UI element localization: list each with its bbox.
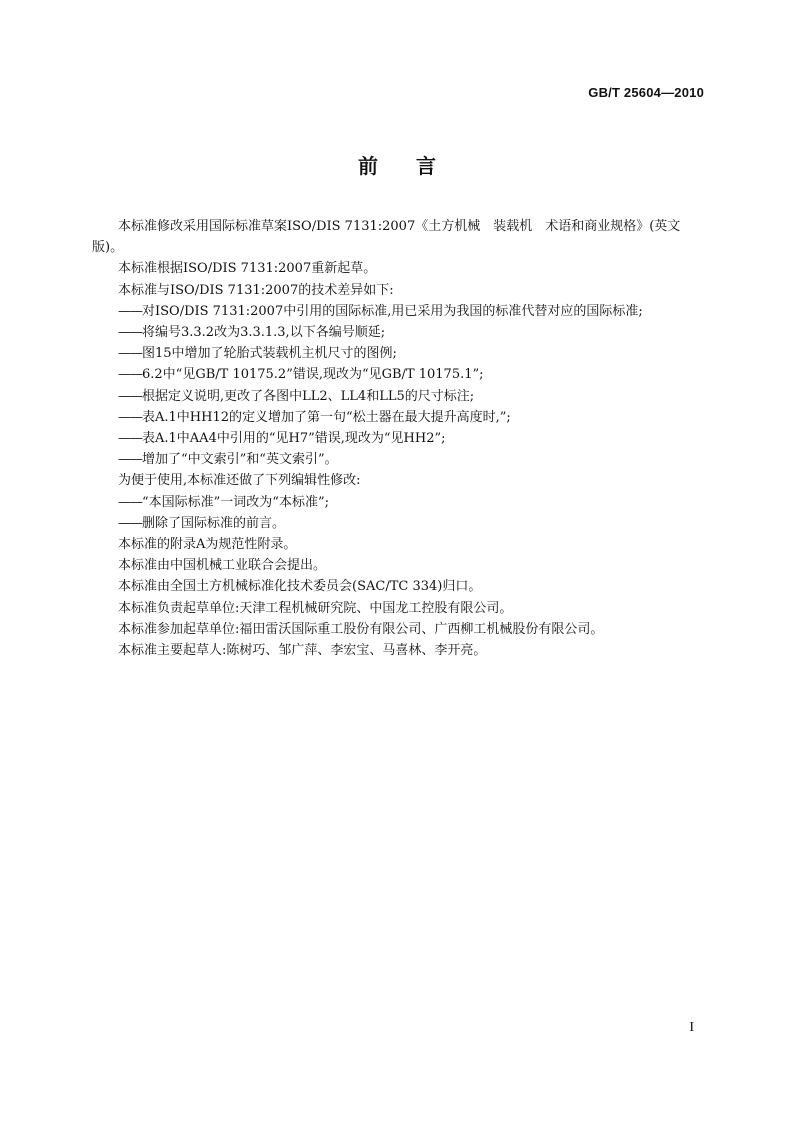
list-item bbox=[92, 386, 708, 407]
page-title: 前言 bbox=[358, 154, 474, 178]
list-item-text: 6.2中“见GB/T 10175.2”错误,现改为“见GB/T 10175.1”; bbox=[142, 367, 484, 383]
paragraph-centralized-by: 本标准由全国土方机械标准化技术委员会(SAC/TC 334)归口。 bbox=[118, 579, 482, 595]
list-item bbox=[92, 428, 708, 449]
foreword-body bbox=[92, 216, 708, 661]
list-item-text: 表A.1中HH12的定义增加了第一句“松土器在最大提升高度时,”; bbox=[142, 409, 511, 425]
paragraph-technical-differences: 本标准与ISO/DIS 7131:2007的技术差异如下: bbox=[118, 282, 394, 298]
list-item bbox=[92, 513, 708, 534]
list-item-text: 将编号3.3.2改为3.3.1.3,以下各编号顺延; bbox=[142, 325, 386, 341]
standard-number: GB/T 25604—2010 bbox=[588, 85, 704, 100]
paragraph-redrafted: 本标准根据ISO/DIS 7131:2007重新起草。 bbox=[118, 261, 377, 277]
list-item bbox=[92, 407, 708, 428]
list-item-text: 增加了“中文索引”和“英文索引”。 bbox=[142, 452, 338, 468]
list-item-text: 对ISO/DIS 7131:2007中引用的国际标准,用已采用为我国的标准代替对应的国际标准; bbox=[142, 303, 643, 319]
list-item-text: 图15中增加了轮胎式装载机主机尺寸的图例; bbox=[142, 346, 397, 362]
list-item-text: “本国际标准”一词改为“本标准”; bbox=[142, 494, 329, 510]
list-item bbox=[92, 343, 708, 364]
paragraph-drafting-units: 本标准负责起草单位:天津工程机械研究院、中国龙工控股有限公司。 bbox=[118, 600, 513, 616]
paragraph-annex: 本标准的附录A为规范性附录。 bbox=[118, 537, 297, 553]
list-item-text: 根据定义说明,更改了各图中LL2、LL4和LL5的尺寸标注; bbox=[142, 388, 475, 404]
paragraph-adoption: 本标准修改采用国际标准草案ISO/DIS 7131:2007《土方机械 装载机 术语和商业规格》(英文版)。 bbox=[92, 219, 681, 256]
list-item bbox=[92, 449, 708, 470]
list-item-text: 表A.1中AA4中引用的“见H7”错误,现改为“见HH2”; bbox=[142, 431, 446, 447]
list-item bbox=[92, 364, 708, 385]
list-item bbox=[92, 301, 708, 322]
paragraph-drafters: 本标准主要起草人:陈树巧、邹广萍、李宏宝、马喜林、李开亮。 bbox=[118, 643, 487, 659]
list-item bbox=[92, 322, 708, 343]
list-item-text: 删除了国际标准的前言。 bbox=[142, 515, 286, 531]
list-item bbox=[92, 492, 708, 513]
paragraph-participating-units: 本标准参加起草单位:福田雷沃国际重工股份有限公司、广西柳工机械股份有限公司。 bbox=[118, 621, 604, 637]
page-number: I bbox=[689, 1020, 694, 1035]
paragraph-editorial-changes: 为便于使用,本标准还做了下列编辑性修改: bbox=[118, 473, 361, 489]
paragraph-proposed-by: 本标准由中国机械工业联合会提出。 bbox=[118, 558, 327, 574]
